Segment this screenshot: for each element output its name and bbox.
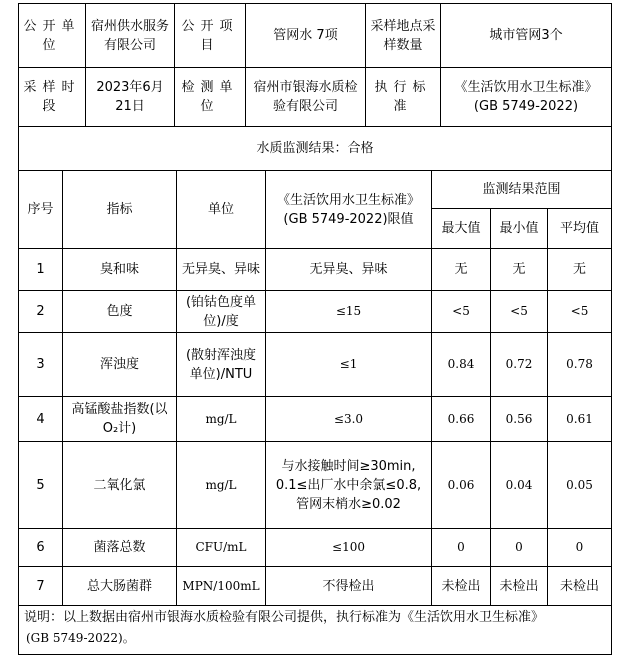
header-label-sampling-site: 采样地点采样数量 (370, 18, 436, 53)
row-max: 0.84 (447, 357, 475, 371)
header-value-period: 2023年6月21日 (96, 80, 164, 114)
header-value-lab: 宿州市银海水质检验有限公司 (253, 80, 358, 114)
row-no: 2 (36, 304, 45, 319)
row-no: 3 (36, 357, 45, 372)
row-min: 0.04 (505, 477, 533, 492)
row-unit: CFU/mL (195, 540, 247, 554)
row-avg: 0.78 (566, 357, 593, 371)
row-indicator: 臭和味 (99, 262, 139, 277)
row-limit: ≤15 (335, 304, 362, 318)
row-min: 0.56 (505, 411, 533, 426)
row-unit: MPN/100mL (182, 578, 260, 593)
row-limit: ≤1 (339, 357, 358, 371)
row-limit: ≤3.0 (333, 411, 364, 426)
table-border-bottom (18, 654, 612, 655)
row-indicator: 二氧化氯 (93, 477, 146, 493)
row-limit: 不得检出 (322, 578, 375, 594)
row-unit: mg/L (205, 477, 237, 492)
row-avg: <5 (570, 304, 589, 318)
col-header-no: 序号 (27, 202, 54, 217)
row-avg: 0.61 (566, 411, 593, 426)
row-indicator: 浑浊度 (99, 357, 139, 372)
col-header-limit: 《生活饮用水卫生标准》(GB 5749-2022)限值 (276, 192, 420, 227)
header-value-standard: 《生活饮用水卫生标准》(GB 5749-2022) (454, 80, 598, 114)
row-unit: (铂钴色度单位)/度 (185, 294, 257, 329)
header-label-items: 公开项目 (181, 18, 239, 53)
row-unit: mg/L (205, 411, 237, 426)
table-note-line2: (GB 5749-2022)。 (26, 631, 135, 645)
header-label-standard: 执行标准 (374, 80, 432, 114)
row-unit: 无异臭、异味 (181, 262, 260, 277)
col-header-max: 最大值 (441, 221, 481, 236)
table-rule (18, 605, 612, 606)
table-border-right (611, 3, 612, 655)
row-no: 4 (36, 411, 45, 427)
row-min: 0.72 (505, 357, 533, 371)
header-label-publisher: 公开单位 (23, 18, 81, 53)
header-label-lab: 检测单位 (181, 80, 239, 114)
row-no: 1 (36, 262, 45, 277)
header-value-publisher: 宿州供水服务有限公司 (90, 18, 169, 53)
row-max: 0.66 (447, 411, 475, 426)
header-value-sampling-site: 城市管网3个 (489, 28, 563, 43)
col-header-avg: 平均值 (559, 221, 599, 236)
row-unit: (散射浑浊度单位)/NTU (185, 347, 257, 382)
row-limit: 无异臭、异味 (309, 262, 388, 277)
row-limit: 与水接触时间≥30min, 0.1≤出厂水中余氯≤0.8, 管网末梢水≥0.02 (275, 458, 422, 512)
row-no: 5 (36, 477, 45, 493)
row-limit: ≤100 (332, 540, 365, 554)
row-indicator: 高锰酸盐指数(以O₂计) (71, 402, 168, 436)
row-max: 0 (457, 540, 465, 554)
col-header-unit: 单位 (207, 202, 234, 217)
header-label-period: 采样时段 (23, 80, 81, 114)
table-note-line1: 说明：以上数据由宿州市银海水质检验有限公司提供，执行标准为《生活饮用水卫生标准》 (24, 610, 545, 625)
row-avg: 无 (572, 262, 586, 277)
row-indicator: 菌落总数 (93, 540, 146, 555)
table-note (24, 607, 612, 649)
row-max: <5 (452, 304, 470, 318)
row-max: 0.06 (447, 477, 475, 492)
row-min: 0 (515, 540, 523, 554)
row-max: 未检出 (441, 578, 481, 594)
col-header-range: 监测结果范围 (482, 182, 561, 197)
header-value-items: 管网水 7项 (273, 28, 338, 43)
monitoring-result: 水质监测结果：合格 (256, 141, 374, 156)
row-indicator: 色度 (106, 304, 133, 319)
row-no: 6 (36, 540, 45, 555)
row-min: 未检出 (499, 578, 539, 594)
col-header-indicator: 指标 (106, 202, 133, 217)
row-min: <5 (510, 304, 528, 318)
row-max: 无 (454, 262, 468, 277)
row-avg: 0.05 (566, 477, 593, 492)
row-avg: 0 (575, 540, 584, 554)
row-indicator: 总大肠菌群 (86, 578, 152, 594)
row-min: 无 (512, 262, 526, 277)
row-no: 7 (36, 578, 45, 594)
row-avg: 未检出 (559, 578, 599, 594)
col-header-min: 最小值 (499, 221, 539, 236)
